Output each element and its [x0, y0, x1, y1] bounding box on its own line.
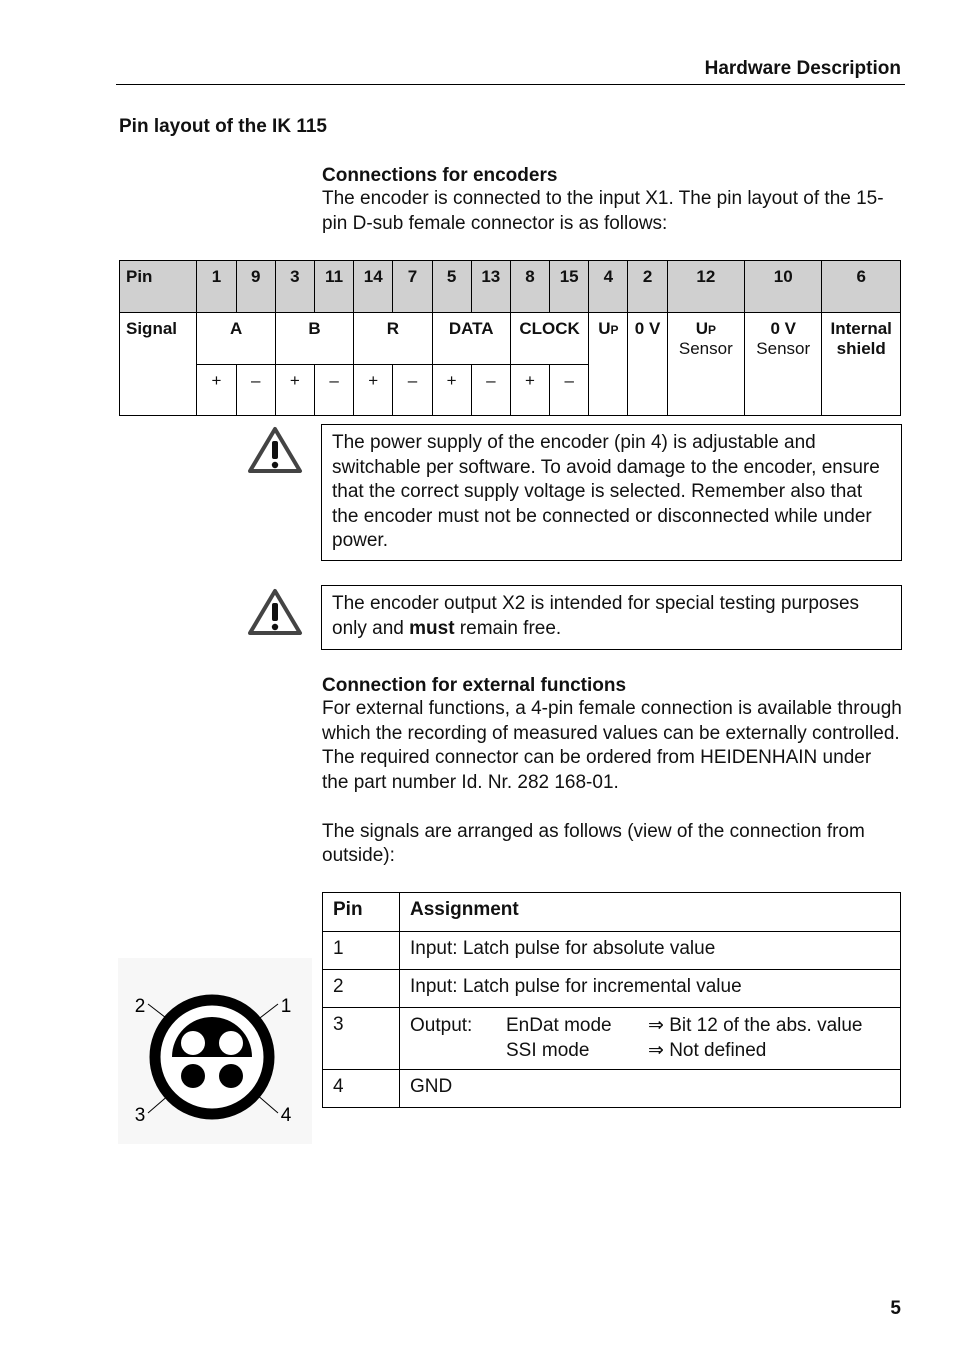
- signal-b: B: [275, 313, 353, 365]
- signal-0v-sensor: 0 V Sensor: [745, 313, 822, 416]
- table-row: [323, 932, 901, 970]
- pin-cell: 6: [822, 261, 901, 313]
- polarity-plus: +: [432, 365, 471, 416]
- encoders-heading: Connections for encoders: [322, 165, 558, 186]
- row-pin: 3: [323, 1008, 400, 1070]
- header-rule: [116, 84, 905, 85]
- polarity-minus: –: [314, 365, 353, 416]
- polarity-minus: –: [550, 365, 589, 416]
- row-assignment: Input: Latch pulse for incremental value: [400, 970, 901, 1008]
- pin-cell: 14: [354, 261, 393, 313]
- polarity-plus: +: [354, 365, 393, 416]
- signal-a: A: [197, 313, 275, 365]
- assignment-table: [322, 892, 901, 1108]
- warning-triangle-icon: [247, 587, 303, 637]
- pin-2-socket: [181, 1031, 205, 1055]
- pin-cell: 13: [471, 261, 510, 313]
- polarity-minus: –: [393, 365, 432, 416]
- encoders-text: The encoder is connected to the input X1. The pin layout of the 15-pin D-sub female connector is as follows:: [322, 188, 884, 234]
- polarity-minus: –: [236, 365, 275, 416]
- output-label: Output:: [410, 1015, 473, 1036]
- pin-cell: 1: [197, 261, 236, 313]
- pin-cell: 11: [314, 261, 353, 313]
- col-pin-header: Pin: [323, 893, 400, 932]
- pin-4-socket: [219, 1064, 243, 1088]
- row-pin: 2: [323, 970, 400, 1008]
- pin-cell: 8: [510, 261, 549, 313]
- assignment-header-row: [323, 893, 901, 932]
- section-title: Pin layout of the IK 115: [119, 116, 327, 137]
- polarity-plus: +: [275, 365, 314, 416]
- pin-cell: 2: [628, 261, 667, 313]
- row-assignment: GND: [400, 1070, 901, 1108]
- pin-3-socket: [181, 1064, 205, 1088]
- row-assignment: Input: Latch pulse for absolute value: [400, 932, 901, 970]
- signal-up: UP: [589, 313, 628, 416]
- connector-label-4: 4: [280, 1105, 292, 1126]
- signal-data: DATA: [432, 313, 510, 365]
- warning-triangle-icon: [247, 425, 303, 475]
- signal-internal-shield: Internal shield: [822, 313, 901, 416]
- row-pin: 4: [323, 1070, 400, 1108]
- ssi-mode: SSI mode: [506, 1039, 590, 1061]
- pin-label: Pin: [120, 261, 197, 313]
- endat-mode: EnDat mode: [506, 1015, 612, 1036]
- endat-value: ⇒ Bit 12 of the abs. value: [648, 1015, 863, 1036]
- external-heading: Connection for external functions: [322, 675, 627, 696]
- signal-clock: CLOCK: [510, 313, 588, 365]
- external-text-2: The signals are arranged as follows (view of the connection from outside):: [322, 820, 865, 866]
- table-row: [323, 1008, 901, 1070]
- encoders-section: [322, 165, 902, 236]
- pin-cell: 15: [550, 261, 589, 313]
- ssi-value: ⇒ Not defined: [648, 1039, 767, 1061]
- row-assignment: [400, 1008, 901, 1070]
- running-header: Hardware Description: [704, 58, 901, 79]
- pin-cell: 7: [393, 261, 432, 313]
- power-supply-warning: The power supply of the encoder (pin 4) is adjustable and switchable per software. To avoid damage to the encoder, ensure that the correct supply voltage is selected. Remember also that the encoder must not be connected or disconnected while under power.: [321, 424, 902, 561]
- polarity-plus: +: [197, 365, 236, 416]
- encoder-output-warning: The encoder output X2 is intended for special testing purposes only and must remain free.: [321, 585, 902, 650]
- col-assignment-header: Assignment: [400, 893, 901, 932]
- connector-label-2: 2: [134, 996, 146, 1017]
- polarity-plus: +: [510, 365, 549, 416]
- connector-label-1: 1: [280, 996, 292, 1017]
- pin-row: [120, 261, 901, 313]
- pin-cell: 9: [236, 261, 275, 313]
- signal-up-sensor: UP Sensor: [667, 313, 744, 416]
- signal-label: Signal: [120, 313, 197, 416]
- connector-label-3: 3: [134, 1105, 146, 1126]
- external-functions-section: [322, 675, 902, 869]
- signal-0v: 0 V: [628, 313, 667, 416]
- pin-cell: 10: [745, 261, 822, 313]
- signal-row: [120, 313, 901, 365]
- polarity-minus: –: [471, 365, 510, 416]
- pin-cell: 3: [275, 261, 314, 313]
- pin-cell: 12: [667, 261, 744, 313]
- table-row: [323, 1070, 901, 1108]
- pin-cell: 5: [432, 261, 471, 313]
- connector-diagram: [118, 958, 312, 1144]
- page-number: 5: [890, 1298, 901, 1319]
- pin-cell: 4: [589, 261, 628, 313]
- external-text: For external functions, a 4-pin female connection is available through which the recording of measured values can be externally controlled. The required connector can be ordered from HEIDENHAIN under the part number Id. Nr. 282 168-01.: [322, 698, 902, 793]
- row-pin: 1: [323, 932, 400, 970]
- signal-r: R: [354, 313, 432, 365]
- pin-1-socket: [219, 1031, 243, 1055]
- pin-layout-table: [119, 260, 901, 416]
- table-row: [323, 970, 901, 1008]
